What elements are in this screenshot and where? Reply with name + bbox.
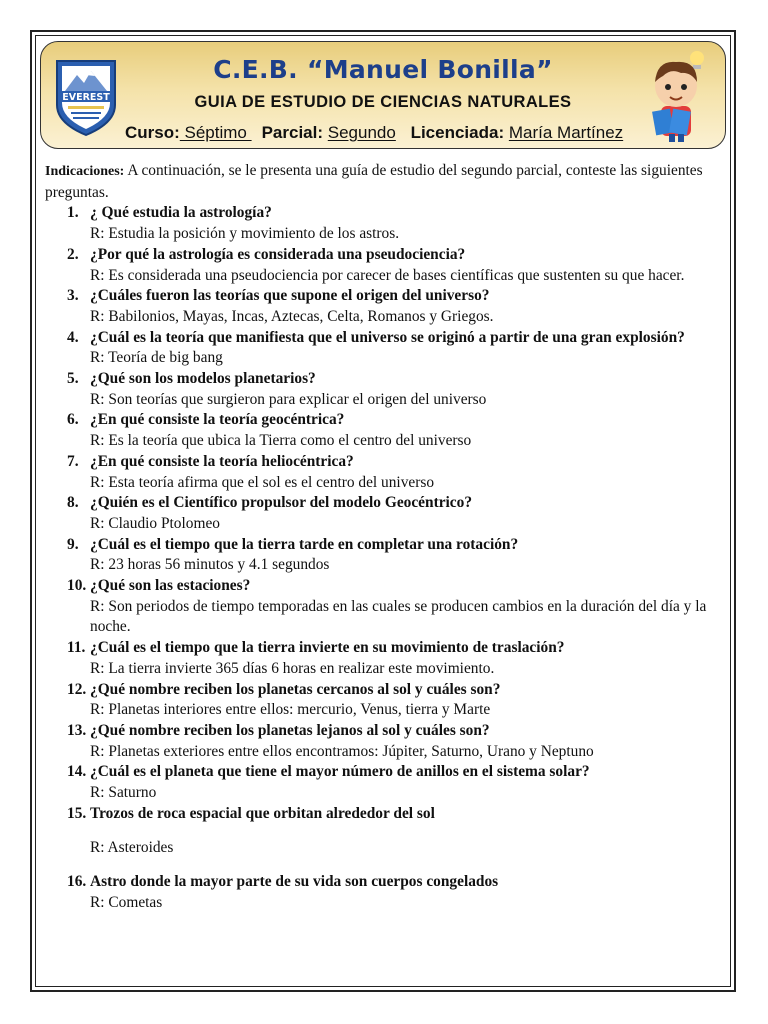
question-number: 13. <box>67 721 87 739</box>
question-number: 10. <box>67 577 87 595</box>
question-text: ¿Qué nombre reciben los planetas lejanos al sol y cuáles son? <box>90 721 490 739</box>
question-text: ¿Cuál es la teoría que manifiesta que el universo se originó a partir de una gran explosión? <box>90 328 685 346</box>
question-list <box>45 203 725 913</box>
logo-text: EVEREST <box>62 92 110 103</box>
question-text: ¿Por qué la astrología es considerada una pseudociencia? <box>90 245 466 263</box>
question-text: ¿Quién es el Científico propulsor del modelo Geocéntrico? <box>90 494 473 512</box>
answer-text: R: Babilonios, Mayas, Incas, Aztecas, Celta, Romanos y Griegos. <box>90 307 494 325</box>
question-text: ¿Qué nombre reciben los planetas cercanos al sol y cuáles son? <box>90 680 501 698</box>
question-item <box>45 721 725 762</box>
question-item <box>45 203 725 244</box>
question-number: 8. <box>67 494 79 512</box>
course-info-line <box>125 123 725 143</box>
question-number: 6. <box>67 411 79 429</box>
instructions-text: A continuación, se le presenta una guía de estudio del segundo parcial, conteste las siguientes preguntas. <box>45 162 703 201</box>
question-item <box>45 410 725 451</box>
answer-text: R: Teoría de big bang <box>90 349 223 367</box>
answer-text: R: Claudio Ptolomeo <box>90 514 220 532</box>
instructions <box>45 161 725 203</box>
licenciada-value: María Martínez <box>508 123 624 142</box>
question-number: 1. <box>67 204 79 222</box>
student-illustration <box>641 48 711 144</box>
question-number: 4. <box>67 328 79 346</box>
question-number: 16. <box>67 873 87 891</box>
question-item <box>45 369 725 410</box>
question-text: Astro donde la mayor parte de su vida son cuerpos congelados <box>90 873 499 891</box>
question-item <box>45 245 725 286</box>
answer-text: R: Planetas exteriores entre ellos encontramos: Júpiter, Saturno, Urano y Neptuno <box>90 742 594 760</box>
document-header <box>40 41 726 149</box>
question-item <box>45 535 725 576</box>
licenciada-label: Licenciada: <box>410 123 505 142</box>
question-number: 7. <box>67 452 79 470</box>
question-text: ¿En qué consiste la teoría heliocéntrica? <box>90 452 354 470</box>
question-text: ¿Cuál es el tiempo que la tierra tarde en completar una rotación? <box>90 535 519 553</box>
school-title: C.E.B. “Manuel Bonilla” <box>213 55 553 84</box>
question-number: 15. <box>67 804 87 822</box>
question-text: ¿En qué consiste la teoría geocéntrica? <box>90 411 345 429</box>
question-item <box>45 286 725 327</box>
answer-text: R: Planetas interiores entre ellos: mercurio, Venus, tierra y Marte <box>90 701 491 719</box>
curso-value: Séptimo <box>179 123 252 142</box>
question-number: 14. <box>67 763 87 781</box>
answer-text: R: Es considerada una pseudociencia por carecer de bases científicas que sustenten su que hacer. <box>90 266 685 284</box>
study-guide-body <box>45 161 725 914</box>
question-item <box>45 576 725 638</box>
guide-subtitle: GUIA DE ESTUDIO DE CIENCIAS NATURALES <box>194 93 572 111</box>
answer-text: R: La tierra invierte 365 días 6 horas en realizar este movimiento. <box>90 659 495 677</box>
answer-text: R: Asteroides <box>90 838 174 856</box>
question-item <box>45 493 725 534</box>
question-number: 9. <box>67 535 79 553</box>
instructions-label: Indicaciones: <box>45 164 125 179</box>
question-text: ¿ Qué estudia la astrología? <box>90 204 272 222</box>
parcial-value: Segundo <box>327 123 396 142</box>
question-item <box>45 762 725 803</box>
answer-text: R: Cometas <box>90 893 163 911</box>
question-text: ¿Cuál es el tiempo que la tierra invierte en su movimiento de traslación? <box>90 639 565 657</box>
question-item <box>45 804 725 872</box>
question-item <box>45 872 725 913</box>
question-text: ¿Cuál es el planeta que tiene el mayor número de anillos en el sistema solar? <box>90 763 590 781</box>
question-text: ¿Cuáles fueron las teorías que supone el origen del universo? <box>90 287 490 305</box>
answer-text: R: Saturno <box>90 784 157 802</box>
question-text: Trozos de roca espacial que orbitan alrededor del sol <box>90 804 435 822</box>
answer-text: R: Son periodos de tiempo temporadas en las cuales se producen cambios en la duración del día y la noche. <box>90 597 707 636</box>
answer-text: R: Estudia la posición y movimiento de los astros. <box>90 225 400 243</box>
answer-text: R: Esta teoría afirma que el sol es el centro del universo <box>90 473 435 491</box>
question-number: 3. <box>67 287 79 305</box>
question-number: 11. <box>67 639 86 657</box>
parcial-label: Parcial: <box>261 123 324 142</box>
answer-text: R: Son teorías que surgieron para explicar el origen del universo <box>90 390 487 408</box>
curso-label: Curso: <box>125 123 180 142</box>
question-text: ¿Qué son los modelos planetarios? <box>90 370 316 388</box>
question-item <box>45 680 725 721</box>
question-number: 2. <box>67 245 79 263</box>
question-number: 12. <box>67 680 87 698</box>
question-item <box>45 452 725 493</box>
answer-text: R: 23 horas 56 minutos y 4.1 segundos <box>90 556 330 574</box>
question-item <box>45 328 725 369</box>
question-number: 5. <box>67 370 79 388</box>
question-text: ¿Qué son las estaciones? <box>90 577 251 595</box>
question-item <box>45 638 725 679</box>
answer-text: R: Es la teoría que ubica la Tierra como el centro del universo <box>90 432 472 450</box>
